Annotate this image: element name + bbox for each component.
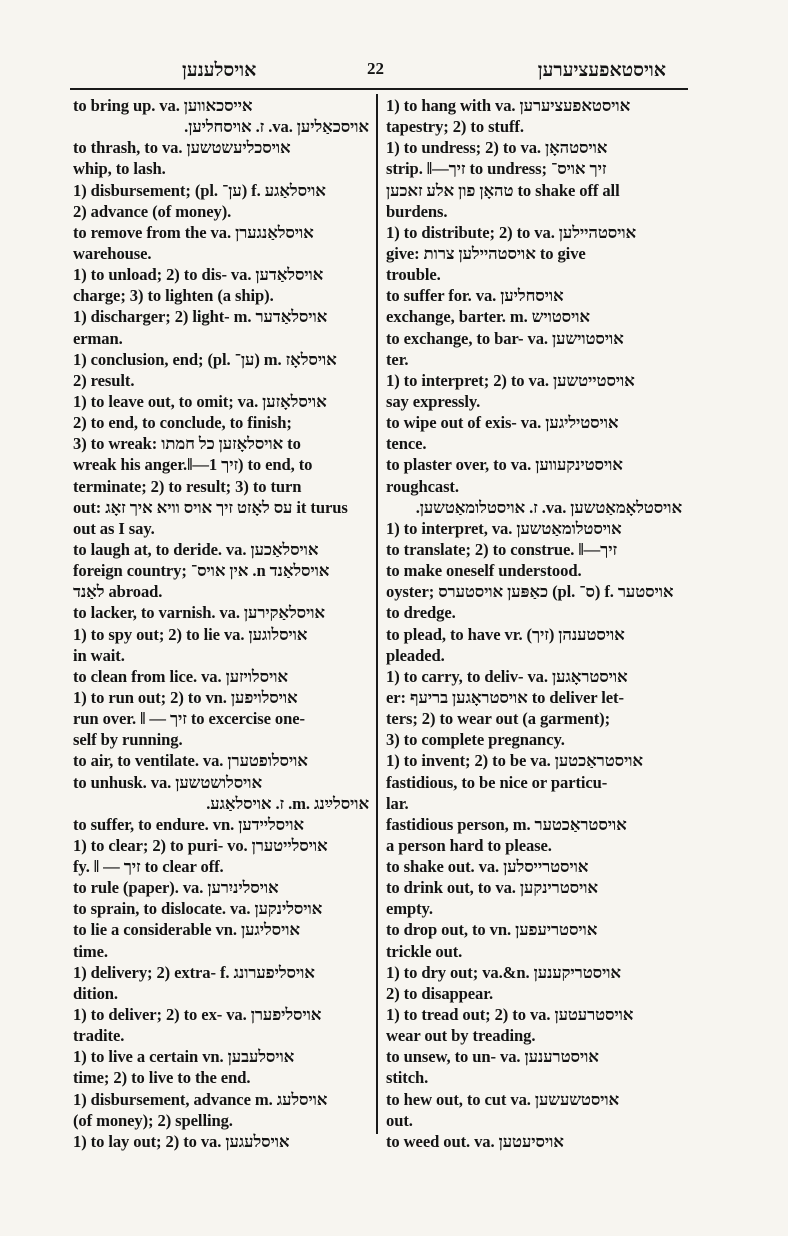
entry-line: time; 2) to live to the end.	[73, 1068, 251, 1088]
entry-line: lar.	[386, 793, 409, 813]
entry-line: to clean from lice. va. אויסלויזען	[73, 666, 288, 686]
entry-line: burdens.	[386, 201, 448, 221]
entry-line: in wait.	[73, 645, 125, 665]
entry-line: trouble.	[386, 265, 441, 285]
entry-line: 1) to live a certain vn. אויסלעבען	[73, 1047, 295, 1067]
entry-line: to rule (paper). va. אויסליניִרען	[73, 878, 279, 898]
entry-line: pleaded.	[386, 645, 445, 665]
entry-line: לאַנד abroad.	[73, 582, 163, 602]
entry-line: out: עס לאָזט זיך אויס וויא איך זאָג it turus	[73, 497, 348, 517]
entry-line: to laugh at, to deride. va. אויסלאַכען	[73, 539, 319, 559]
entry-line: 2) result.	[73, 370, 135, 390]
entry-line: 2) advance (of money).	[73, 201, 232, 221]
header-right-guide-word: אויסטאפעציערען	[537, 60, 666, 81]
entry-line: ters; 2) to wear out (a garment);	[386, 709, 611, 729]
entry-line: to lie a considerable vn. אויסליגען	[73, 920, 300, 940]
entry-line: whip, to lash.	[73, 159, 166, 179]
entry-line: fastidious, to be nice or particu-	[386, 772, 608, 792]
entry-line: foreign country; אין אויס־ .n אויסלאַנד	[73, 561, 330, 581]
entry-line: 1) to unload; 2) to dis- va. אויסלאַדען	[73, 265, 324, 285]
entry-line: erman.	[73, 328, 123, 348]
entry-line: dition.	[73, 983, 118, 1003]
entry-line: oyster; כאַפּען אויסטערס (pl. ס־) f. אויסטער	[386, 582, 674, 602]
entry-line: to plaster over, to va. אויסטינקעווען	[386, 455, 623, 475]
entry-line: run over. ‖ — זיך to excercise one-	[73, 709, 305, 729]
entry-line: to bring up. va. אייסכאווען	[73, 96, 253, 115]
entry-line: to make oneself understood.	[386, 561, 582, 581]
entry-line: to air, to ventilate. va. אויסלופטערן	[73, 751, 308, 771]
entry-line: er: אויסטראָגען בריעף to deliver let-	[386, 687, 624, 707]
entry-line: empty.	[386, 899, 433, 919]
entry-line: wear out by treading.	[386, 1026, 536, 1046]
entry-line: out.	[386, 1110, 413, 1130]
entry-line: tradite.	[73, 1026, 125, 1046]
entry-line: to wipe out of exis- va. אויסטיליגען	[386, 413, 619, 433]
entry-line: stitch.	[386, 1068, 429, 1088]
entry-line: 1) to distribute; 2) to va. אויסטהיילען	[386, 222, 637, 242]
entry-line: charge; 3) to lighten (a ship).	[73, 286, 274, 306]
entry-line: to drop out, to vn. אויסטריעפען	[386, 920, 598, 940]
entry-line: exchange, barter. m. אויסטויש	[386, 307, 590, 327]
entry-line: to weed out. va. אויסיעטען	[386, 1131, 564, 1151]
page-header	[70, 54, 688, 90]
entry-line: to drink out, to va. אויסטרינקען	[386, 878, 598, 898]
entry-line: 1) to hang with va. אויסטאפעציערען	[386, 96, 631, 115]
entry-line: warehouse.	[73, 243, 152, 263]
entry-line: (of money); 2) spelling.	[73, 1110, 233, 1130]
entry-line: 1) to carry, to deliv- va. אויסטראָגען	[386, 666, 628, 686]
entry-line: to translate; 2) to construe. ‖—זיך	[386, 539, 618, 559]
entry-line: to remove from the va. אויסלאַנגערן	[73, 222, 314, 242]
entry-line: אויסטלאָמאַטשען .va. ז. אויסטלומאַטשען.	[415, 497, 682, 517]
entry-line: to suffer for. va. אויסחליען	[386, 286, 564, 306]
entry-line: to plead, to have vr. (זיך) אויסטענהן	[386, 624, 625, 644]
entry-line: 1) to dry out; va.&n. אויסטריקענען	[386, 962, 621, 982]
entry-line: to unsew, to un- va. אויסטרענען	[386, 1047, 599, 1067]
column-divider	[376, 94, 378, 1134]
entry-line: tapestry; 2) to stuff.	[386, 117, 524, 137]
entry-line: אויסלײַנג .m. ז. אויסלאַגע.	[206, 793, 369, 813]
entry-line: 1) to run out; 2) to vn. אויסלויפען	[73, 687, 298, 707]
entry-line: out as I say.	[73, 518, 155, 538]
header-left-guide-word: אויסלענען	[182, 60, 257, 81]
entry-line: to dredge.	[386, 603, 456, 623]
entry-line: 1) to spy out; 2) to lie va. אויסלוגען	[73, 624, 308, 644]
entry-line: fastidious person, m. אויסטראַכטער	[386, 814, 627, 834]
entry-line: to thrash, to va. אויסכליעשטשען	[73, 138, 291, 158]
entry-line: to suffer, to endure. vn. אויסליידען	[73, 814, 304, 834]
entry-line: to hew out, to cut va. אויסטשעשען	[386, 1089, 620, 1109]
entry-line: 1) discharger; 2) light- m. אויסלאַדער	[73, 307, 328, 327]
entry-line: time.	[73, 941, 108, 961]
entry-line: 1) conclusion, end; (pl. ען־) m. אויסלאָז	[73, 349, 337, 369]
entry-line: to unhusk. va. אויסלושטשען	[73, 772, 263, 792]
entry-line: trickle out.	[386, 941, 463, 961]
entry-line: tence.	[386, 434, 427, 454]
entry-line: to lacker, to varnish. va. אויסלאַקירען	[73, 603, 325, 623]
entry-line: roughcast.	[386, 476, 459, 496]
entry-line: fy. ‖ — זיך to clear off.	[73, 857, 224, 877]
entry-line: wreak his anger.‖—זיך 1) to end, to	[73, 455, 313, 475]
entry-line: strip. ‖—זיך to undress; זיך אויס־	[386, 159, 607, 179]
entry-line: 3) to wreak: אויסלאָזען כל חמתו to	[73, 434, 301, 454]
entry-line: 2) to end, to conclude, to finish;	[73, 413, 292, 433]
entry-line: a person hard to please.	[386, 835, 552, 855]
right-column	[386, 95, 682, 1152]
entry-line: 1) disbursement, advance m. אויסלעג	[73, 1089, 328, 1109]
entry-line: 1) to leave out, to omit; va. אויסלאָזען	[73, 391, 327, 411]
entry-line: to shake out. va. אויסטרייסלען	[386, 857, 589, 877]
page-number: 22	[367, 59, 384, 78]
entry-line: give: אויסטהיילען צרות to give	[386, 243, 586, 263]
entry-line: אויסכאַליען .va. ז. אויסחליען.	[184, 117, 369, 137]
entry-line: say expressly.	[386, 391, 481, 411]
entry-line: 1) to interpret, va. אויסטלומאַטשען	[386, 518, 622, 538]
left-column	[73, 95, 369, 1152]
entry-line: 1) to undress; 2) to va. אויסטהאָן	[386, 138, 608, 158]
entry-line: טהאָן פון אלע זאכען to shake off all	[386, 180, 620, 200]
entry-line: to sprain, to dislocate. va. אויסלינקען	[73, 899, 323, 919]
entry-line: ter.	[386, 349, 409, 369]
entry-line: 1) to tread out; 2) to va. אויסטרעטען	[386, 1005, 634, 1025]
entry-line: 1) to deliver; 2) to ex- va. אויסליפערן	[73, 1005, 322, 1025]
entry-line: 2) to disappear.	[386, 983, 494, 1003]
entry-line: 1) to interpret; 2) to va. אויסטייטשען	[386, 370, 635, 390]
entry-line: 1) disbursement; (pl. ען־) f. אויסלאַגע	[73, 180, 326, 200]
entry-line: 1) delivery; 2) extra- f. אויסליפערונג	[73, 962, 315, 982]
entry-line: 3) to complete pregnancy.	[386, 730, 565, 750]
entry-line: self by running.	[73, 730, 183, 750]
entry-line: 1) to clear; 2) to puri- vo. אויסלייטערן	[73, 835, 328, 855]
entry-line: to exchange, to bar- va. אויסטוישען	[386, 328, 624, 348]
entry-line: 1) to invent; 2) to be va. אויסטראַכטען	[386, 751, 643, 771]
entry-line: terminate; 2) to result; 3) to turn	[73, 476, 302, 496]
entry-line: 1) to lay out; 2) to va. אויסלעגען	[73, 1131, 290, 1151]
